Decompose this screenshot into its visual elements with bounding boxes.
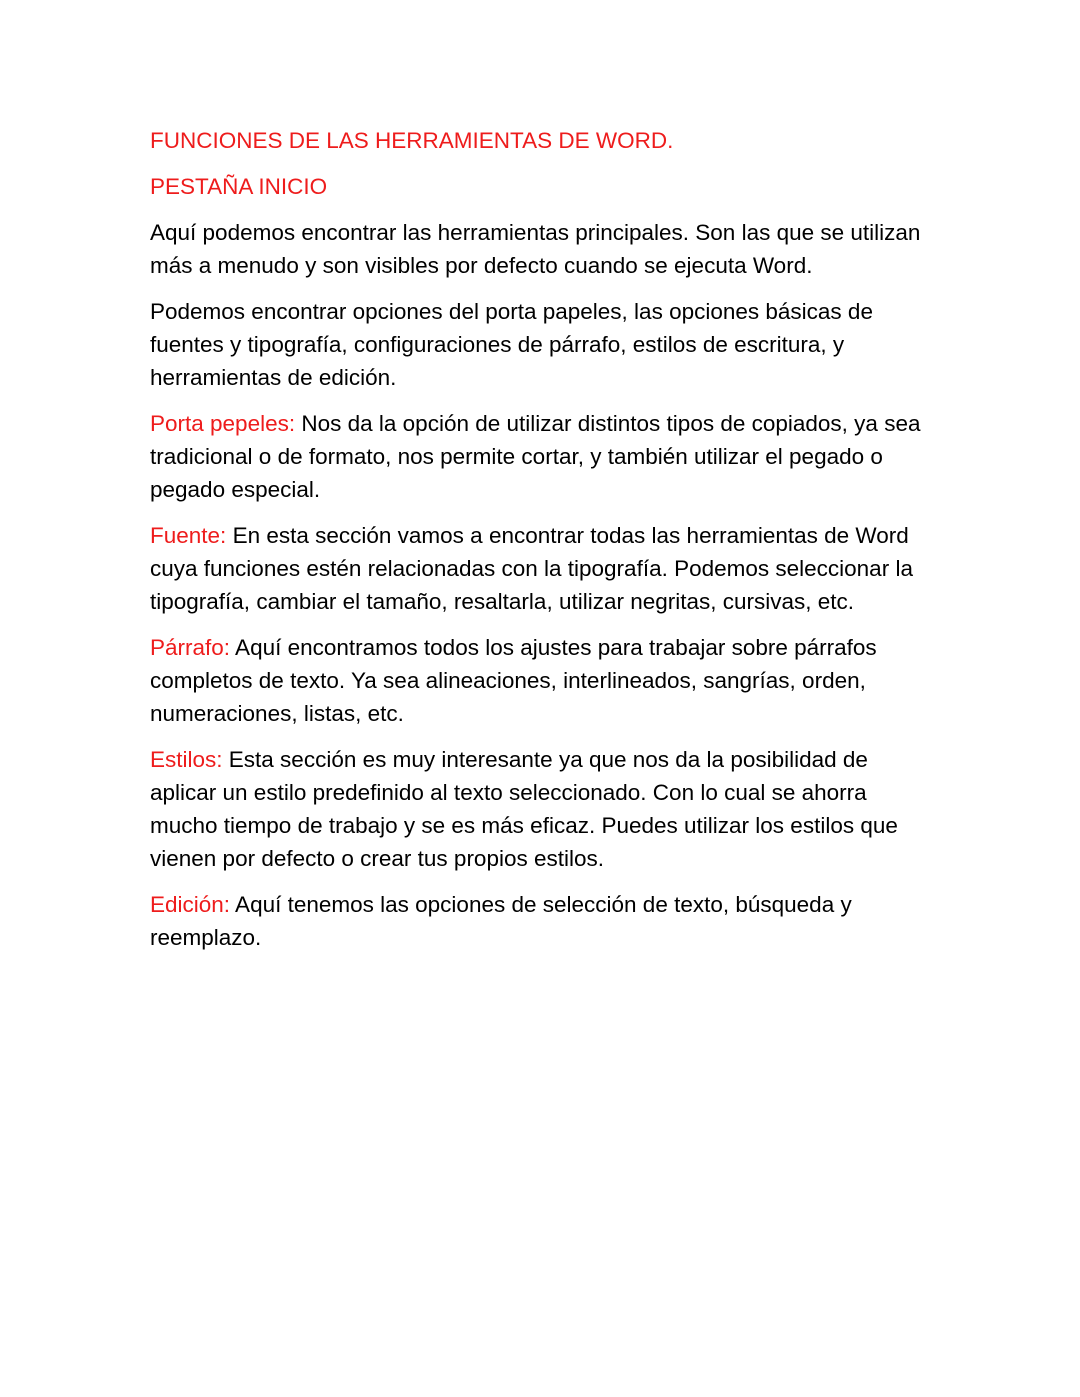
term-parrafo: Párrafo: — [150, 635, 231, 660]
term-fuente: Fuente: — [150, 523, 227, 548]
paragraph-fuente — [150, 519, 940, 618]
text-edicion: Aquí tenemos las opciones de selección de texto, búsqueda y reemplazo. — [150, 892, 852, 950]
text-estilos: Esta sección es muy interesante ya que nos da la posibilidad de aplicar un estilo predefinido al texto seleccionado. Con lo cual se ahorra mucho tiempo de trabajo y se es más eficaz. Puedes utilizar los estilos que vienen por defecto o crear tus propios estilos. — [150, 747, 898, 871]
document-page — [150, 124, 940, 967]
document-title: FUNCIONES DE LAS HERRAMIENTAS DE WORD. — [150, 128, 674, 153]
intro-paragraph-2: Podemos encontrar opciones del porta papeles, las opciones básicas de fuentes y tipografía, configuraciones de párrafo, estilos de escritura, y herramientas de edición. — [150, 299, 873, 390]
paragraph-parrafo — [150, 631, 940, 730]
paragraph-porta-papeles — [150, 407, 940, 506]
paragraph-estilos — [150, 743, 940, 875]
intro-paragraph-1: Aquí podemos encontrar las herramientas principales. Son las que se utilizan más a menudo y son visibles por defecto cuando se ejecuta Word. — [150, 220, 921, 278]
section-heading-pestana-inicio: PESTAÑA INICIO — [150, 174, 328, 199]
text-parrafo: Aquí encontramos todos los ajustes para trabajar sobre párrafos completos de texto. Ya sea alineaciones, interlineados, sangrías, orden, numeraciones, listas, etc. — [150, 635, 877, 726]
term-estilos: Estilos: — [150, 747, 223, 772]
term-edicion: Edición: — [150, 892, 231, 917]
paragraph-edicion — [150, 888, 940, 954]
text-porta-papeles: Nos da la opción de utilizar distintos tipos de copiados, ya sea tradicional o de formato, nos permite cortar, y también utilizar el pegado o pegado especial. — [150, 411, 921, 502]
text-fuente: En esta sección vamos a encontrar todas las herramientas de Word cuya funciones estén relacionadas con la tipografía. Podemos seleccionar la tipografía, cambiar el tamaño, resaltarla, utilizar negritas, cursivas, etc. — [150, 523, 913, 614]
term-porta-papeles: Porta pepeles: — [150, 411, 296, 436]
